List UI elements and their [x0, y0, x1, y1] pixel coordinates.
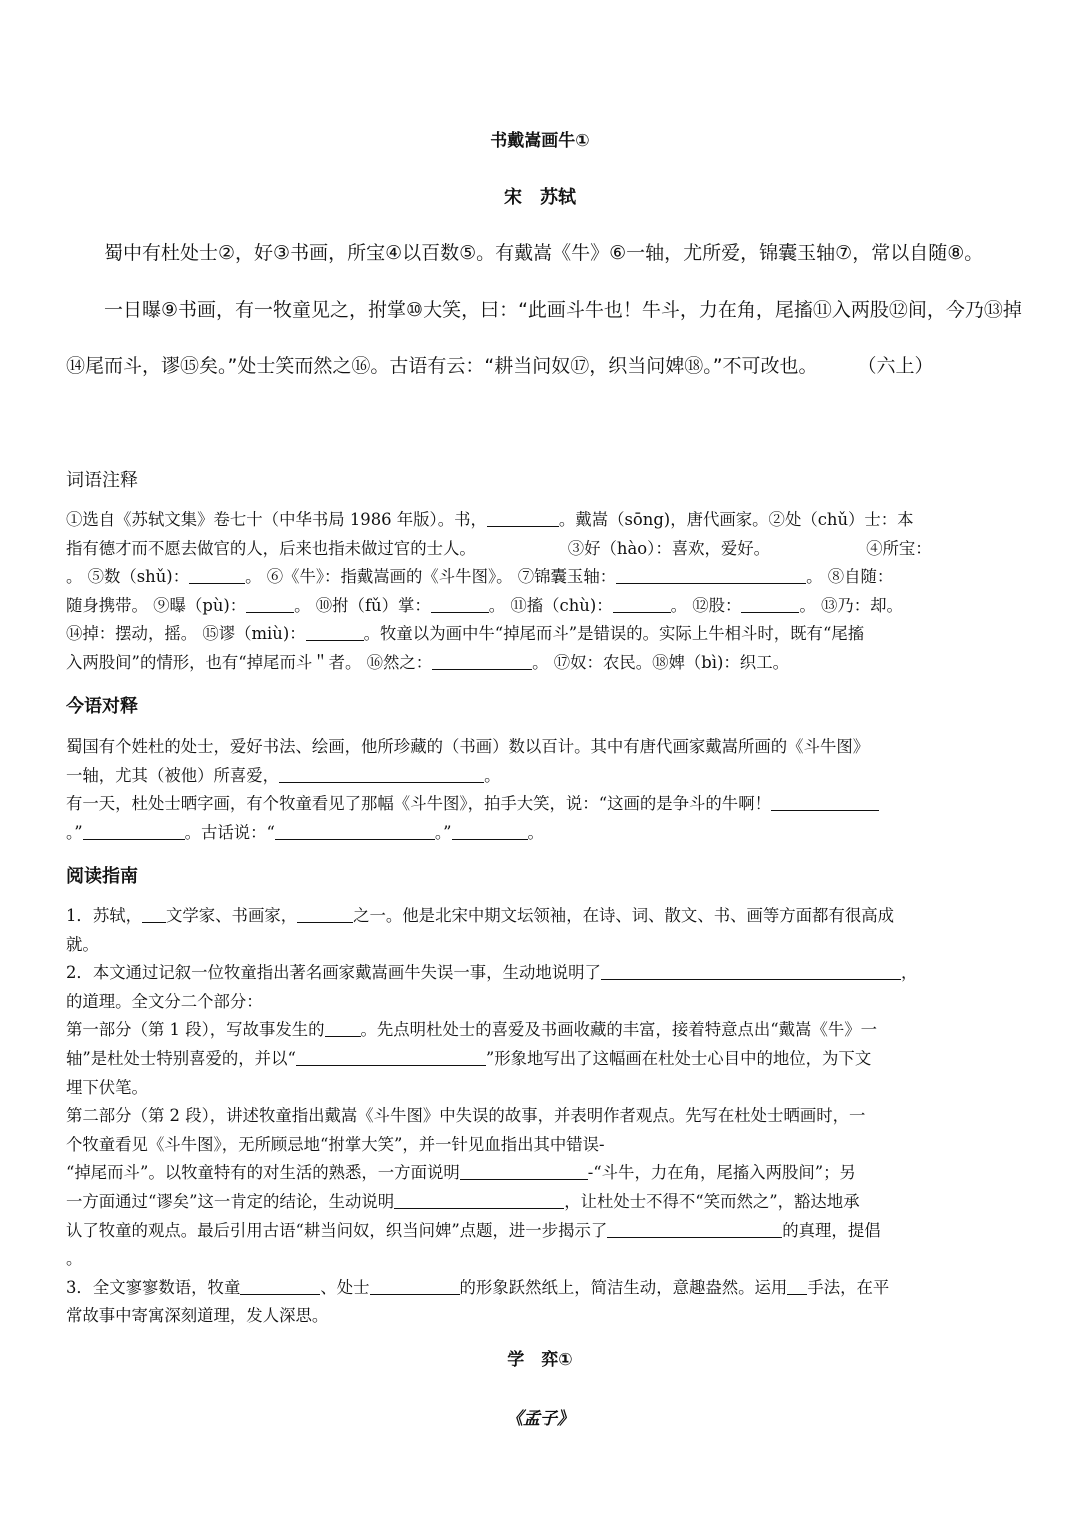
answer-blank[interactable] — [771, 794, 879, 811]
translation-line: 一轴，尤其（被他）所喜爱， 。 — [66, 765, 501, 785]
guide-line: 常故事中寄寓深刻道理，发人深思。 — [66, 1306, 329, 1326]
answer-blank[interactable] — [83, 822, 185, 839]
guide-line: 个牧童看见《斗牛图》，无所顾忌地“拊掌大笑”，并一针见血指出其中错误- — [66, 1134, 605, 1154]
guide-line: 1．苏轼， 文学家、书画家， 之一。他是北宋中期文坛领袖，在诗、词、散文、书、画等方面都有很高成 — [66, 906, 895, 925]
guide-line: 第一部分（第 1 段），写故事发生的 。先点明杜处士的喜爱及书画收藏的丰富，接着特意点出“戴嵩《牛》一 — [66, 1020, 878, 1040]
answer-blank[interactable] — [279, 765, 484, 782]
next-section-title: 学 弈① — [507, 1350, 573, 1370]
notes-heading: 词语注释 — [66, 470, 138, 491]
page-title: 书戴嵩画牛① — [490, 131, 590, 151]
answer-blank[interactable] — [787, 1277, 807, 1294]
notes-block — [66, 506, 1016, 678]
answer-blank[interactable] — [432, 653, 532, 670]
answer-blank[interactable] — [325, 1020, 361, 1037]
answer-blank[interactable] — [452, 822, 528, 839]
next-section-author: 《孟子》 — [506, 1409, 574, 1429]
translation-heading: 今语对释 — [66, 696, 138, 717]
answer-blank[interactable] — [296, 1049, 486, 1066]
answer-blank[interactable] — [246, 595, 294, 612]
passage-paragraph-2-line-2 — [66, 351, 1016, 378]
guide-line: 一方面通过“谬矣”这一肯定的结论，生动说明 ，让杜处士不得不“笑而然之”，豁达地承 — [66, 1191, 860, 1211]
answer-blank[interactable] — [487, 510, 559, 527]
answer-blank[interactable] — [306, 624, 364, 641]
passage-text: ⑭尾而斗，谬⑮矣。”处士笑而然之⑯。古语有云：“耕当问奴⑰，织当问婢⑱。”不可改也。 — [66, 355, 818, 377]
translation-line: 有一天，杜处士晒字画，有个牧童看见了那幅《斗牛图》，拍手大笑，说：“这画的是争斗的牛啊！ — [66, 790, 1016, 819]
notes-line: 入两股间”的情形，也有“掉尾而斗＂者。 ⑯然之： 。 ⑰奴：农民。⑱婢（bì)：织工。 — [66, 652, 789, 672]
answer-blank[interactable] — [297, 906, 353, 923]
source-tag: （六上） — [857, 355, 934, 377]
guide-line: “掉尾而斗”。以牧童特有的对生活的熟悉，一方面说明 -“斗牛，力在角，尾搐入两股间”；另 — [66, 1163, 856, 1183]
guide-line: 2．本文通过记叙一位牧童指出著名画家戴嵩画牛失误一事，生动地说明了 ， — [66, 963, 918, 983]
answer-blank[interactable] — [431, 595, 489, 612]
guide-line: 埋下伏笔。 — [66, 1077, 148, 1097]
guide-line: 认了牧童的观点。最后引用古语“耕当问奴，织当问婢”点题，进一步揭示了 的真理，提倡 — [66, 1220, 881, 1240]
translation-block — [66, 733, 1016, 847]
answer-blank[interactable] — [240, 1277, 320, 1294]
answer-blank[interactable] — [616, 567, 806, 584]
answer-blank[interactable] — [741, 595, 799, 612]
guide-heading: 阅读指南 — [66, 866, 138, 887]
guide-line: 的道理。全文分二个部分： — [66, 991, 263, 1011]
guide-line: 。 — [66, 1249, 83, 1269]
guide-line: 3．全文寥寥数语，牧童 、处士 的形象跃然纸上，简洁生动，意趣盎然。运用 手法，在平 — [66, 1277, 890, 1297]
guide-block — [66, 902, 1016, 1331]
author-line: 宋 苏轼 — [504, 187, 576, 208]
answer-blank[interactable] — [275, 822, 435, 839]
answer-blank[interactable] — [613, 595, 671, 612]
answer-blank[interactable] — [601, 963, 901, 980]
answer-blank[interactable] — [460, 1163, 588, 1180]
notes-line: 。 ⑤数（shǔ)： 。 ⑥《牛》：指戴嵩画的《斗牛图》。 ⑦锦囊玉轴： 。 ⑧自随： — [66, 567, 894, 587]
answer-blank[interactable] — [142, 906, 166, 923]
notes-line: 指有德才而不愿去做官的人，后来也指未做过官的士人。 ③好（hào）：喜欢，爱好。 ④所宝： — [66, 538, 932, 558]
answer-blank[interactable] — [394, 1192, 564, 1209]
notes-line: 随身携带。 ⑨曝（pù)： 。 ⑩拊（fǔ）掌： 。 ⑪搐（chù)： 。 ⑫股： 。 ⑬乃：却。 — [66, 595, 903, 615]
answer-blank[interactable] — [370, 1277, 460, 1294]
translation-line: 蜀国有个姓杜的处士，爱好书法、绘画，他所珍藏的（书画）数以百计。其中有唐代画家戴嵩所画的《斗牛图》 — [66, 737, 870, 756]
answer-blank[interactable] — [607, 1220, 782, 1237]
translation-line: 。” 。古话说：“ 。” 。 — [66, 822, 544, 842]
passage-paragraph-2-line-1: 一日曝⑨书画，有一牧童见之，拊掌⑩大笑，曰：“此画斗牛也！牛斗，力在角，尾搐⑪入两股⑫间，今乃⑬掉 — [104, 299, 1022, 321]
guide-line: 第二部分（第 2 段），讲述牧童指出戴嵩《斗牛图》中失误的故事，并表明作者观点。先写在杜处士晒画时，一 — [66, 1106, 866, 1126]
answer-blank[interactable] — [189, 567, 245, 584]
notes-line: ⑭掉：摆动，摇。 ⑮谬（miù)： 。牧童以为画中牛“掉尾而斗”是错误的。实际上牛相斗时，既有“尾搐 — [66, 624, 865, 644]
guide-line: 就。 — [66, 934, 99, 954]
notes-line: ①选自《苏轼文集》卷七十（中华书局 1986 年版）。书， 。戴嵩（sōng)，唐代画家。②处（chǔ）士：本 — [66, 510, 914, 529]
passage-paragraph-1: 蜀中有杜处士②，好③书画，所宝④以百数⑤。有戴嵩《牛》⑥一轴，尤所爱，锦囊玉轴⑦，常以自随⑧。 — [104, 242, 984, 264]
guide-line: 轴”是杜处士特别喜爱的，并以“ ”形象地写出了这幅画在杜处士心目中的地位，为下文 — [66, 1048, 872, 1068]
